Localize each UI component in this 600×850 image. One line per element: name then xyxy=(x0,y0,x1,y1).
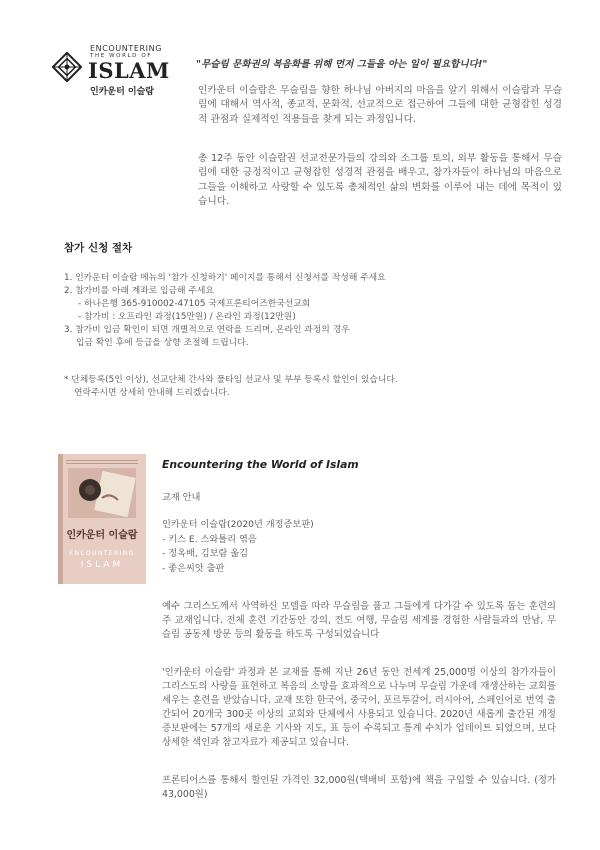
discount-notice xyxy=(64,374,524,400)
book-price-info: 프론티어스를 통해서 할인된 가격인 32,000원(택배비 포함)에 책을 구입할 수 있습니다. (정가 43,000원) xyxy=(162,775,556,800)
book-cover-title: 인카운터 이슬람 xyxy=(66,530,138,541)
book-edition: 인카운터 이슬람(2020년 개정증보판) xyxy=(162,519,314,530)
book-cover-islam: ISLAM xyxy=(80,560,124,570)
procedure-title: 참가 신청 절차 xyxy=(64,242,133,254)
book-cover-encountering: ENCOUNTERING xyxy=(69,550,135,557)
book-cover-rule xyxy=(66,460,138,464)
book-publisher: - 좋은씨앗 출판 xyxy=(162,562,225,574)
discount-notice-cont: 연락주시면 상세히 안내해 드리겠습니다. xyxy=(74,388,230,398)
logo-line-world-of: THE WORLD OF xyxy=(90,53,153,59)
intro-paragraph-1: 인카운터 이슬람은 무슬림을 향한 하나님 아버지의 마음을 알기 위해서 이슬람과 무슬림에 대해서 역사적, 종교적, 문화적, 선교적으로 접근하여 그들에 대한 균형잡힌 성경적 관점과 실제적인 적용들을 찾게 되는 과정입니다. xyxy=(198,85,562,125)
book-cover-image xyxy=(58,454,146,584)
book-heading: Encountering the World of Islam xyxy=(162,458,359,471)
book-cover-photo xyxy=(68,468,136,518)
headline-quote: "무슬림 문화권의 복음화를 위해 먼저 그들을 아는 일이 필요합니다!" xyxy=(196,59,488,70)
fee-info: - 참가비 : 오프라인 과정(15만원) / 온라인 과정(12만원) xyxy=(78,312,296,322)
logo-line-korean: 인카운터 이슬람 xyxy=(90,87,154,97)
procedure-steps xyxy=(64,272,524,350)
procedure-step-2: 2. 참가비를 아래 계좌로 입금해 주세요 xyxy=(64,286,214,296)
book-subheading: 교재 안내 xyxy=(162,492,201,503)
logo-line-islam: ISLAM xyxy=(88,58,170,83)
intro-paragraph-2: 총 12주 동안 이슬람권 선교전문가들의 강의와 소그룹 토의, 외부 활동을 통해서 무슬림에 대한 긍정적이고 균형잡힌 성경적 관점을 배우고, 참가자들이 하나님의 마음으로 그들을 이해하고 사랑할 수 있도록 총체적인 삶의 변화를 이루어 내는 데에 목적이 있습니다. xyxy=(198,153,562,208)
bank-account: - 하나은행 365-910002-47105 국제프론티어즈한국선교회 xyxy=(78,299,311,309)
book-details xyxy=(162,518,314,576)
discount-notice-line: * 단체등록(5인 이상), 선교단체 간사와 풀타임 선교사 및 부부 등록시 할인이 있습니다. xyxy=(64,375,398,385)
book-description-1: 예수 그리스도께서 사역하신 모델을 따라 무슬림을 품고 그들에게 다가갈 수 있도록 돕는 훈련의 주 교재입니다. 전체 훈련 기간동안 강의, 전도 여행, 무슬림 세계를 경험한 사람들과의 만남, 무슬림 공동체 방문 등의 활동을 하도록 구성되었습니다 xyxy=(162,601,556,640)
encountering-islam-logo xyxy=(52,44,170,100)
procedure-step-1: 1. 인카운터 이슬람 메뉴의 '참가 신청하기' 페이지를 통해서 신청서를 작성해 주세요 xyxy=(64,273,386,283)
book-translators: - 정옥배, 김보람 옮김 xyxy=(162,548,248,559)
logo-line-encountering: ENCOUNTERING xyxy=(90,44,163,53)
procedure-step-3: 3. 참가비 입금 확인이 되면 개별적으로 연락을 드리며, 온라인 과정의 경우 xyxy=(64,325,350,335)
logo-emblem-icon xyxy=(52,52,82,82)
procedure-step-3-cont: 입금 확인 후에 등급을 상향 조절해 드립니다. xyxy=(76,338,249,348)
book-description-2: '인카운터 이슬람' 과정과 본 교재를 통해 지난 26년 동안 전세계 25,000명 이상의 참가자들이 그리스도의 사랑을 표현하고 복음의 소망을 효과적으로 나누며 무슬림 가운데 재생산하는 교회를 세우는 훈련을 받았습니다. 교재 또한 한국어, 중국어, 포르투갈어, 러시아어, 스페인어로 번역 출간되어 20개국 300곳 이상의 교회와 단체에서 사용되고 있습니다. 2020년 새롭게 출간된 개정증보판에는 57개의 새로운 기사와 지도, 표 등이 수록되고 통계 수치가 업데이트 되었으며, 보다 상세한 색인과 참고자료가 제공되고 있습니다. xyxy=(162,667,556,748)
book-author: - 키스 E. 스와틀리 엮음 xyxy=(162,533,257,545)
book-spine xyxy=(58,454,63,584)
